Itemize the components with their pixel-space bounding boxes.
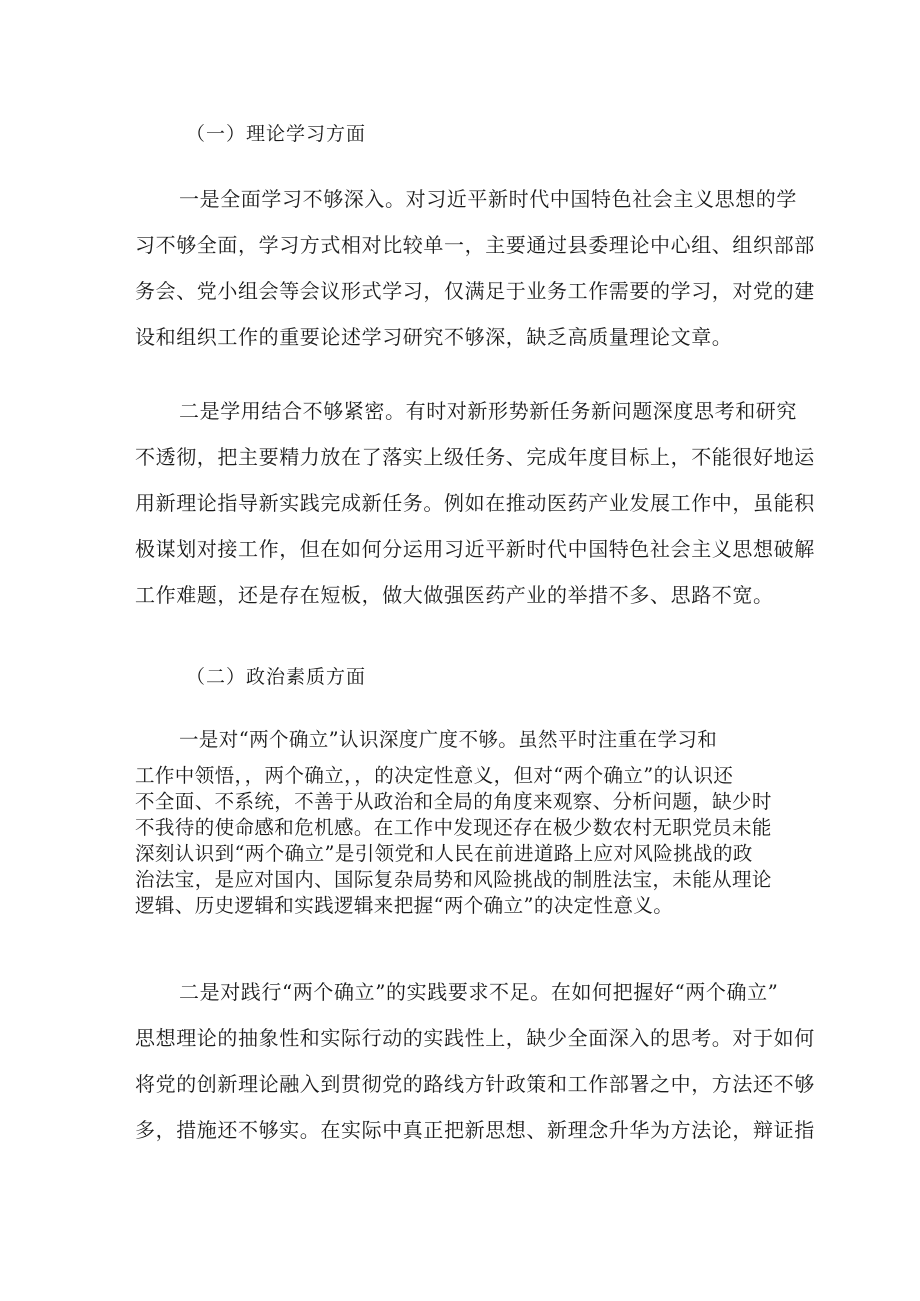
section-heading-theory-study: （一）理论学习方面	[186, 123, 367, 145]
paragraph-line: 深刻认识到“两个确立”是引领党和人民在前进道路上应对风险挑战的政	[135, 842, 753, 865]
paragraph-line: 务会、党小组会等会议形式学习，仅满足于业务工作需要的学习，对党的建	[135, 279, 815, 303]
paragraph-line: 不透彻，把主要精力放在了落实上级任务、完成年度目标上，不能很好地运	[135, 445, 815, 469]
paragraph-line: 思想理论的抽象性和实际行动的实践性上，缺少全面深入的思考。对于如何	[135, 1026, 815, 1050]
paragraph-two-establishments-practice	[135, 969, 815, 1153]
paragraph-two-establishments-understanding	[135, 717, 795, 919]
paragraph-line: 将党的创新理论融入到贯彻党的路线方针政策和工作部署之中，方法还不够	[135, 1072, 815, 1096]
paragraph-line: 一是全面学习不够深入。对习近平新时代中国特色社会主义思想的学	[179, 187, 797, 211]
paragraph-line: 不全面、不系统，不善于从政治和全局的角度来观察、分析问题，缺少时	[135, 790, 772, 813]
paragraph-line: 工作中领悟，，两个确立，，的决定性意义，但对“两个确立”的认识还	[135, 764, 734, 787]
paragraph-line: 习不够全面，学习方式相对比较单一，主要通过县委理论中心组、组织部部	[135, 233, 815, 257]
paragraph-line: 极谋划对接工作，但在如何分运用习近平新时代中国特色社会主义思想破解	[135, 537, 815, 561]
paragraph-line: 用新理论指导新实践完成新任务。例如在推动医药产业发展工作中，虽能积	[135, 491, 815, 515]
paragraph-line: 设和组织工作的重要论述学习研究不够深，缺乏高质量理论文章。	[135, 325, 733, 349]
paragraph-line: 工作难题，还是存在短板，做大做强医药产业的举措不多、思路不宽。	[135, 583, 774, 607]
paragraph-comprehensive-study	[135, 176, 815, 360]
paragraph-line: 多，措施还不够实。在实际中真正把新思想、新理念升华为方法论，辩证指	[135, 1118, 815, 1142]
paragraph-line: 二是对践行“两个确立”的实践要求不足。在如何把握好“两个确立”	[179, 980, 779, 1004]
paragraph-line: 不我待的使命感和危机感。在工作中发现还存在极少数农村无职党员未能	[135, 816, 772, 839]
paragraph-line: 一是对“两个确立”认识深度广度不够。虽然平时注重在学习和	[179, 728, 718, 751]
section-heading-political-quality: （二）政治素质方面	[186, 666, 367, 688]
paragraph-learning-application	[135, 388, 815, 618]
paragraph-line: 二是学用结合不够紧密。有时对新形势新任务新问题深度思考和研究	[179, 399, 797, 423]
paragraph-line: 逻辑、历史逻辑和实践逻辑来把握“两个确立”的决定性意义。	[135, 894, 674, 917]
paragraph-line: 治法宝，是应对国内、国际复杂局势和风险挑战的制胜法宝，未能从理论	[135, 868, 772, 891]
